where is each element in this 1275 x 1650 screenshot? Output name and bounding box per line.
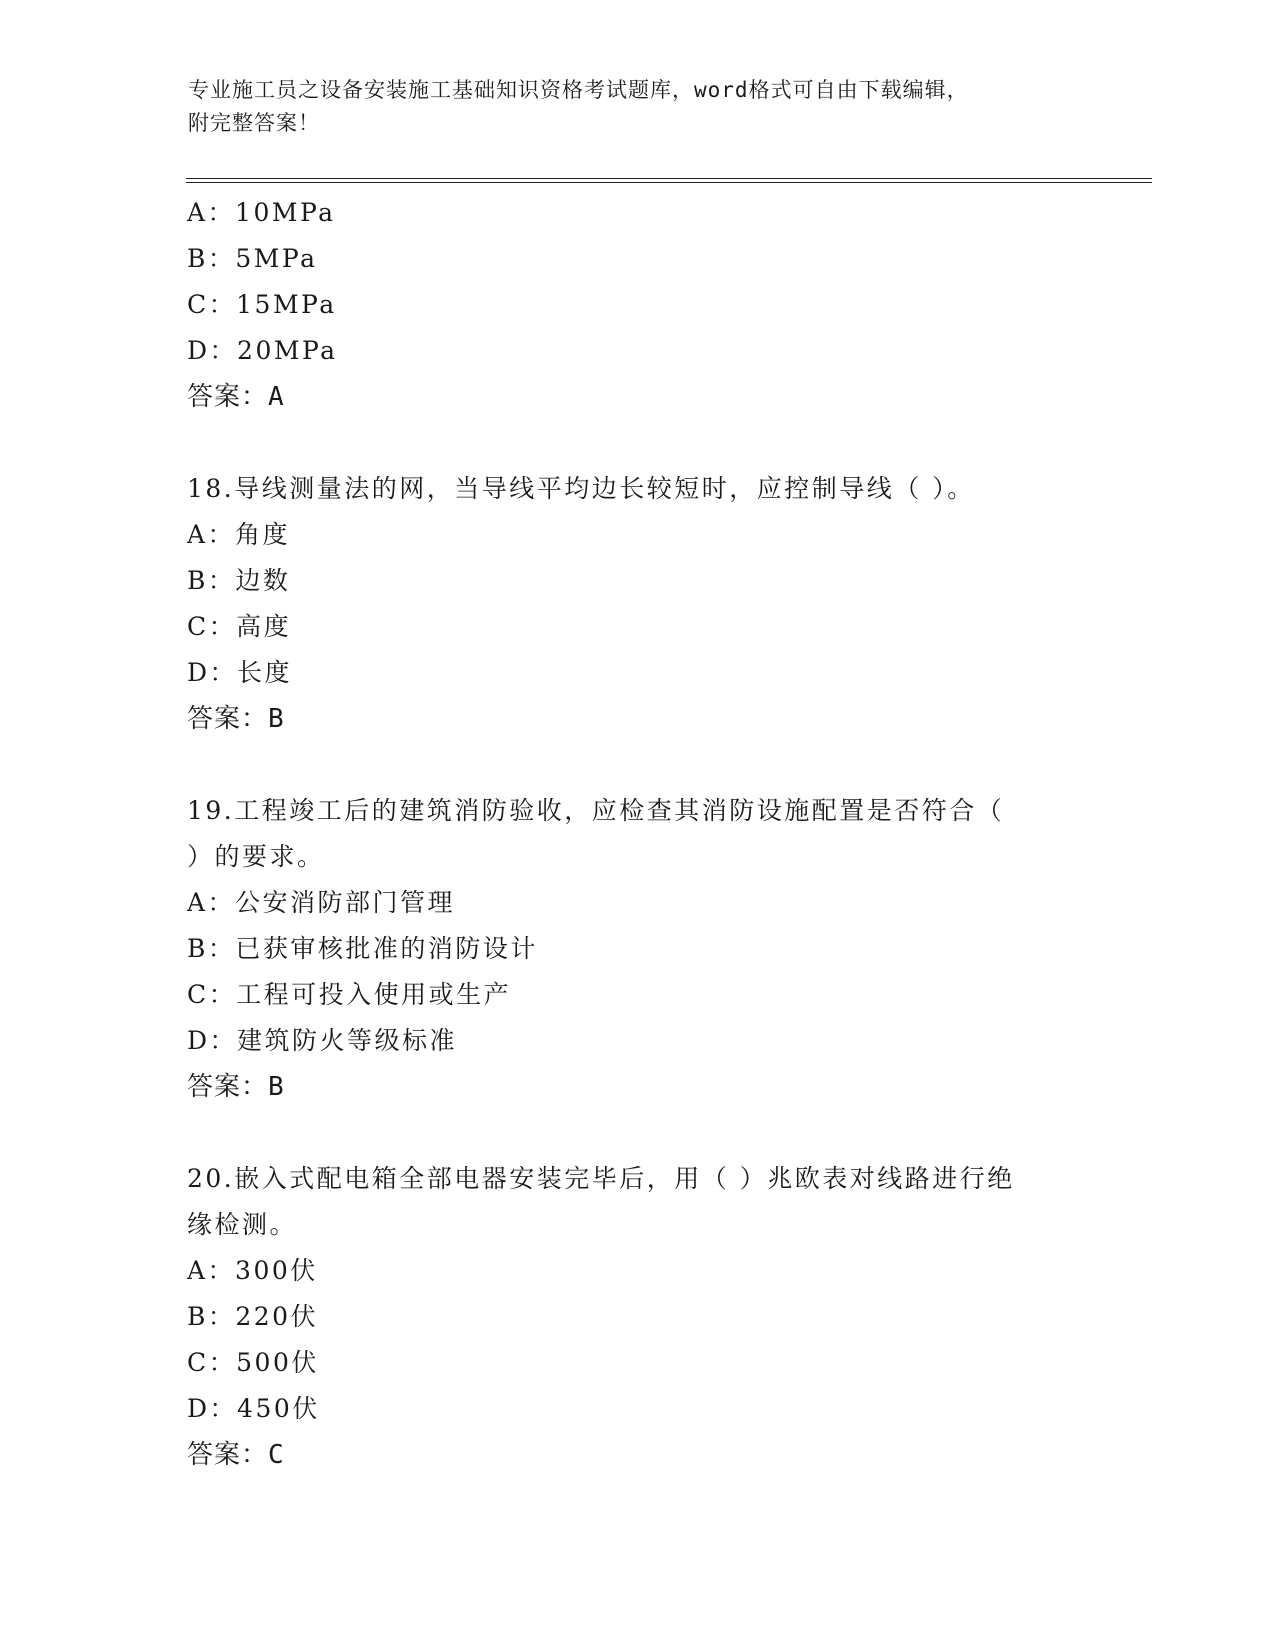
question-stem-line-1: 20.嵌入式配电箱全部电器安装完毕后，用（ ）兆欧表对线路进行绝 [187,1164,1015,1193]
option-a: A：10MPa [187,198,336,227]
header-line-2: 附完整答案！ [188,111,320,135]
option-d: D：长度 [187,658,293,687]
option-d: D：20MPa [187,336,338,365]
header-divider [186,178,1152,183]
question-18 [187,466,1087,742]
option-b: B：220伏 [187,1302,319,1331]
option-a: A：300伏 [187,1256,318,1285]
option-b: B：边数 [187,566,291,595]
option-b: B：已获审核批准的消防设计 [187,934,538,963]
page-header [188,74,1088,140]
option-a: A：角度 [187,520,291,549]
answer-line: 答案：C [187,1440,285,1470]
question-stem-line-2: 缘检测。 [187,1210,298,1239]
option-d: D：建筑防火等级标准 [187,1026,458,1055]
option-b: B：5MPa [187,244,318,273]
question-stem: 18.导线测量法的网，当导线平均边长较短时，应控制导线（ ）。 [187,474,975,503]
option-c: C：15MPa [187,290,337,319]
question-20 [187,1156,1087,1478]
option-c: C：500伏 [187,1348,319,1377]
answer-line: 答案：B [187,704,285,734]
header-line-1: 专业施工员之设备安装施工基础知识资格考试题库，word格式可自由下载编辑， [188,78,969,102]
answer-line: 答案：B [187,1072,285,1102]
option-d: D：450伏 [187,1394,320,1423]
question-17-continued [187,190,1087,420]
answer-line: 答案：A [187,382,285,412]
option-c: C：工程可投入使用或生产 [187,980,512,1009]
question-19 [187,788,1087,1110]
option-c: C：高度 [187,612,292,641]
question-stem-line-1: 19.工程竣工后的建筑消防验收，应检查其消防设施配置是否符合（ [187,796,1005,825]
question-list [187,190,1087,1478]
question-stem-line-2: ）的要求。 [187,842,325,871]
option-a: A：公安消防部门管理 [187,888,456,917]
